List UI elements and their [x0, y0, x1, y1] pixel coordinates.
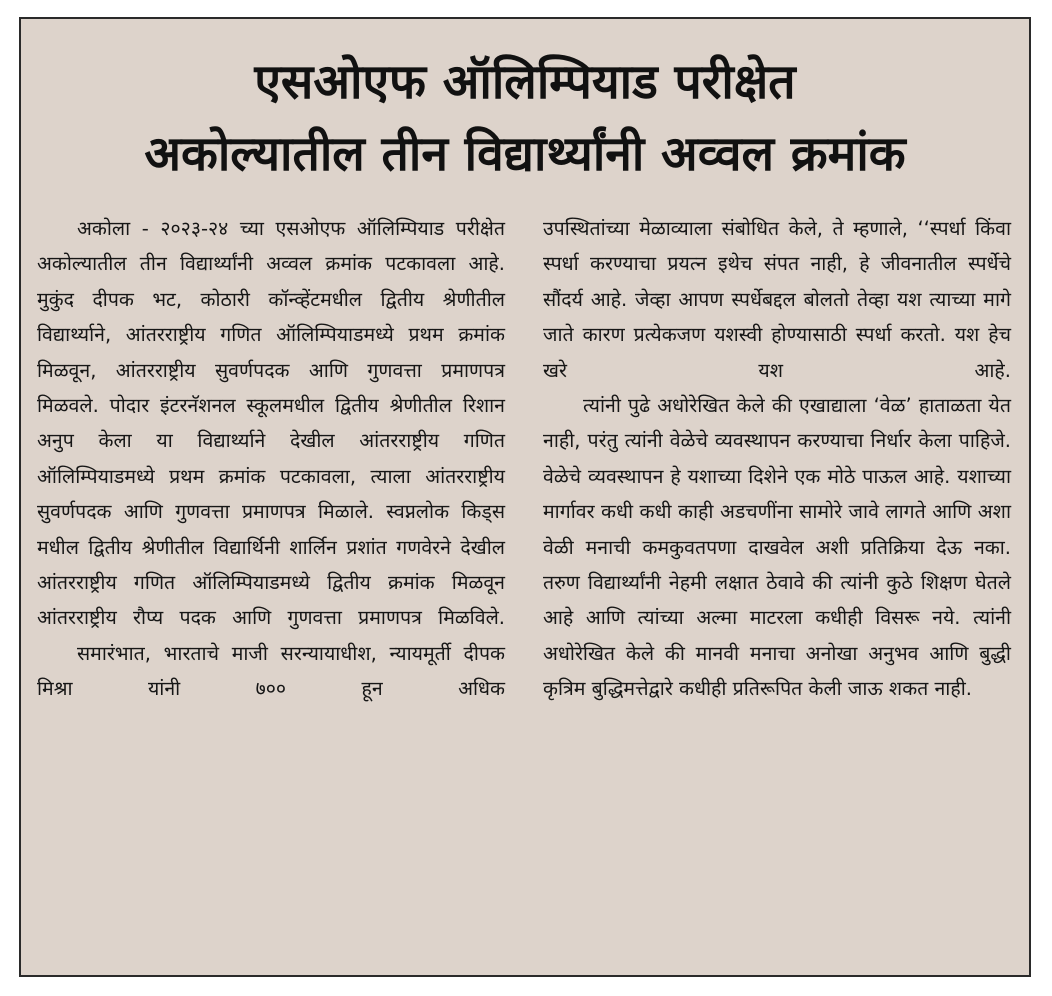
right-column [543, 211, 1011, 707]
newspaper-clipping [19, 17, 1031, 977]
right-paragraph-2: त्यांनी पुढे अधोरेखित केले की एखाद्याला ‘वेळ’ हाताळता येत नाही, परंतु त्यांनी वेळेचे व्यवस्थापन करण्याचा निर्धार केला पाहिजे. वेळेचे व्यवस्थापन हे यशाच्या दिशेने एक मोठे पाऊल आहे. यशाच्या मार्गावर कधी कधी काही अडचणींना सामोरे जावे लागते आणि अशा वेळी मनाची कमकुवतपणा दाखवेल अशी प्रतिक्रिया देऊ नका. तरुण विद्यार्थ्यांनी नेहमी लक्षात ठेवावे की त्यांनी कुठे शिक्षण घेतले आहे आणि त्यांच्या अल्मा माटरला कधीही विसरू नये. त्यांनी अधोरेखित केले की मानवी मनाचा अनोखा अनुभव आणि बुद्धी कृत्रिम बुद्धिमत्तेद्वारे कधीही प्रतिरूपित केली जाऊ शकत नाही. [543, 394, 1011, 701]
headline-line-1: एसओएफ ऑलिम्पियाड परीक्षेत [254, 54, 796, 110]
left-column [37, 211, 505, 707]
left-paragraph-1: अकोला - २०२३-२४ च्या एसओएफ ऑलिम्पियाड परीक्षेत अकोल्यातील तीन विद्यार्थ्यांनी अव्वल क्रमांक पटकावला आहे. मुकुंद दीपक भट, कोठारी कॉन्व्हेंटमधील द्वितीय श्रेणीतील विद्यार्थ्याने, आंतरराष्ट्रीय गणित ऑलिम्पियाडमध्ये प्रथम क्रमांक मिळवून, आंतरराष्ट्रीय सुवर्णपदक आणि गुणवत्ता प्रमाणपत्र मिळवले. पोदार इंटरनॅशनल स्कूलमधील द्वितीय श्रेणीतील रिशान अनुप केला या विद्यार्थ्याने देखील आंतरराष्ट्रीय गणित ऑलिम्पियाडमध्ये प्रथम क्रमांक पटकावला, त्याला आंतरराष्ट्रीय सुवर्णपदक आणि गुणवत्ता प्रमाणपत्र मिळाले. स्वप्नलोक किड्स मधील द्वितीय श्रेणीतील विद्यार्थिनी शार्लिन प्रशांत गणवेरने देखील आंतरराष्ट्रीय गणित ऑलिम्पियाडमध्ये द्वितीय क्रमांक मिळवून आंतरराष्ट्रीय रौप्य पदक आणि गुणवत्ता प्रमाणपत्र मिळविले. [37, 217, 505, 630]
left-paragraph-2: समारंभात, भारताचे माजी सरन्यायाधीश, न्यायमूर्ती दीपक मिश्रा यांनी ७०० हून अधिक [37, 641, 505, 701]
headline-line-2: अकोल्यातील तीन विद्यार्थ्यांनी अव्वल क्रमांक [144, 126, 906, 182]
right-paragraph-1: उपस्थितांच्या मेळाव्याला संबोधित केले, ते म्हणाले, ‘‘स्पर्धा किंवा स्पर्धा करण्याचा प्रयत्न इथेच संपत नाही, हे जीवनातील स्पर्धेचे सौंदर्य आहे. जेव्हा आपण स्पर्धेबद्दल बोलतो तेव्हा यश त्याच्या मागे जाते कारण प्रत्येकजण यशस्वी होण्यासाठी स्पर्धा करतो. यश हेच खरे यश आहे. [543, 217, 1011, 382]
